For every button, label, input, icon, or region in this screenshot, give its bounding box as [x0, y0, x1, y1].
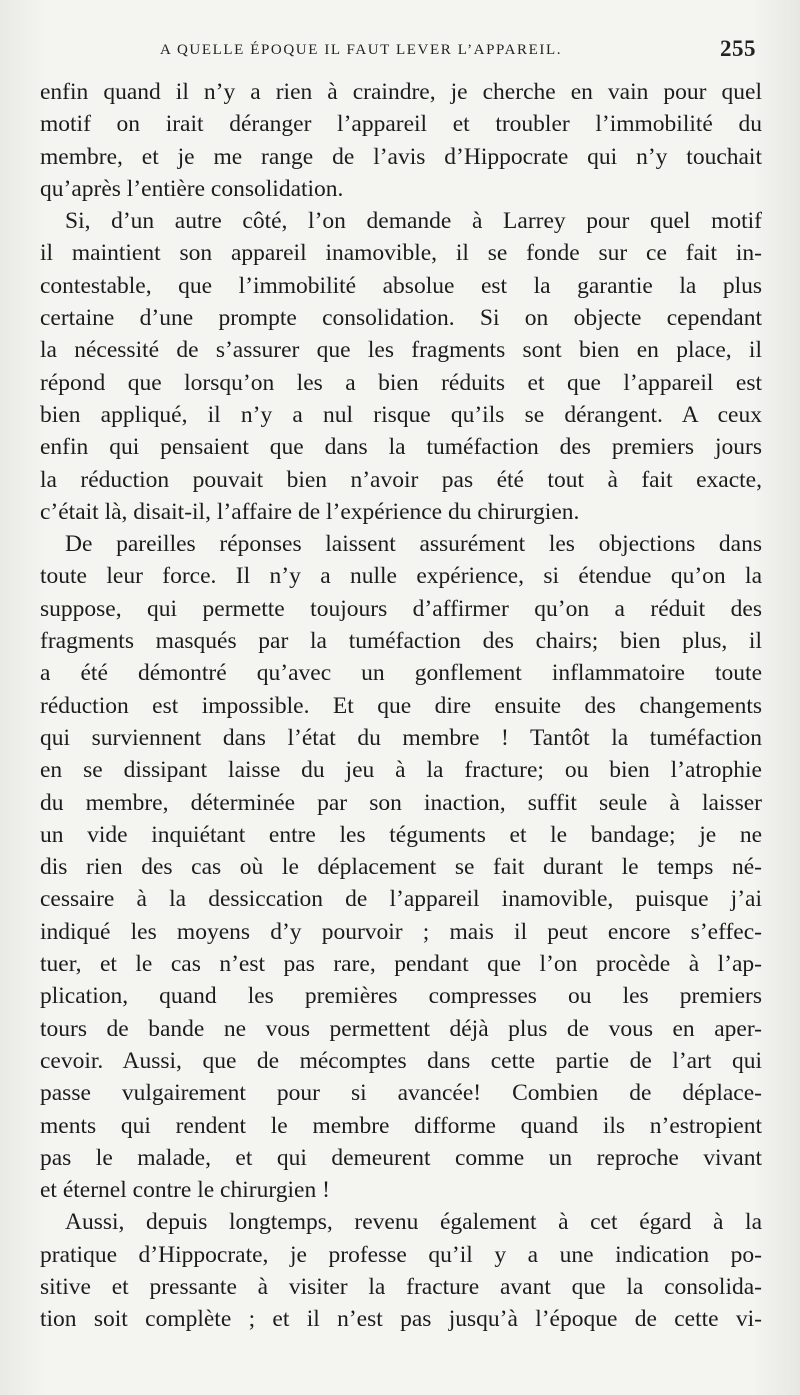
text-line: qu’après l’entière consolidation. [40, 175, 344, 202]
text-line: du membre, déterminée par son inaction, suffit seule à laisser [40, 789, 762, 816]
text-line: motif on irait déranger l’appareil et troubler l’immobilité du [40, 111, 762, 138]
text-line: enfin qui pensaient que dans la tuméfaction des premiers jours [40, 434, 762, 461]
text-line: De pareilles réponses laissent assurément les objections dans [65, 531, 762, 558]
text-line: réduction est impossible. Et que dire ensuite des changements [40, 692, 762, 719]
body-text [40, 76, 762, 1336]
text-line: cessaire à la dessiccation de l’appareil inamovible, puisque j’ai [40, 886, 762, 913]
text-line: tion soit complète ; et il n’est pas jusqu’à l’époque de cette vi- [40, 1306, 762, 1333]
text-line: toute leur force. Il n’y a nulle expérience, si étendue qu’on la [40, 563, 762, 590]
text-line: tours de bande ne vous permettent déjà plus de vous en aper- [40, 1015, 762, 1042]
text-line: qui surviennent dans l’état du membre ! Tantôt la tuméfaction [40, 724, 762, 751]
text-line: Si, d’un autre côté, l’on demande à Larrey pour quel motif [65, 208, 762, 235]
text-line: en se dissipant laisse du jeu à la fracture; ou bien l’atrophie [40, 757, 762, 784]
text-line: membre, et je me range de l’avis d’Hippocrate qui n’y touchait [40, 143, 762, 170]
text-line: pas le malade, et qui demeurent comme un reproche vivant [40, 1144, 762, 1171]
running-header [40, 34, 762, 76]
running-title: A QUELLE ÉPOQUE IL FAUT LEVER L’APPAREIL. [160, 42, 563, 58]
text-line: indiqué les moyens d’y pourvoir ; mais il peut encore s’effec- [40, 918, 762, 945]
text-line: enfin quand il n’y a rien à craindre, je cherche en vain pour quel [40, 79, 762, 105]
text-line: et éternel contre le chirurgien ! [40, 1177, 330, 1204]
text-line: Aussi, depuis longtemps, revenu également à cet égard à la [65, 1209, 762, 1236]
text-line: ments qui rendent le membre difforme quand ils n’estropient [40, 1112, 762, 1139]
text-line: la réduction pouvait bien n’avoir pas été tout à fait exacte, [40, 466, 762, 493]
text-line: sitive et pressante à visiter la fracture avant que la consolida- [40, 1273, 762, 1300]
text-line: un vide inquiétant entre les téguments et le bandage; je ne [40, 821, 762, 848]
text-line: tuer, et le cas n’est pas rare, pendant que l’on procède à l’ap- [40, 951, 762, 978]
text-line: fragments masqués par la tuméfaction des chairs; bien plus, il [40, 628, 762, 655]
text-line: cevoir. Aussi, que de mécomptes dans cette partie de l’art qui [40, 1047, 762, 1074]
text-line: contestable, que l’immobilité absolue est la garantie la plus [40, 272, 762, 299]
text-line: certaine d’une prompte consolidation. Si on objecte cependant [40, 305, 762, 332]
text-line: c’était là, disait-il, l’affaire de l’expérience du chirurgien. [40, 498, 580, 525]
text-line: la nécessité de s’assurer que les fragments sont bien en place, il [40, 337, 762, 364]
text-line: suppose, qui permette toujours d’affirmer qu’on a réduit des [40, 595, 762, 622]
text-line: plication, quand les premières compresses ou les premiers [40, 983, 762, 1010]
text-line: répond que lorsqu’on les a bien réduits et que l’appareil est [40, 369, 762, 396]
text-line: dis rien des cas où le déplacement se fait durant le temps né- [40, 854, 762, 881]
text-line: il maintient son appareil inamovible, il se fonde sur ce fait in- [40, 240, 762, 267]
text-line: a été démontré qu’avec un gonflement inflammatoire toute [40, 660, 762, 687]
text-line: pratique d’Hippocrate, je professe qu’il y a une indication po- [40, 1241, 762, 1268]
page-number: 255 [720, 36, 756, 61]
text-line: passe vulgairement pour si avancée! Combien de déplace- [40, 1080, 762, 1107]
text-line: bien appliqué, il n’y a nul risque qu’ils se dérangent. A ceux [40, 401, 762, 428]
